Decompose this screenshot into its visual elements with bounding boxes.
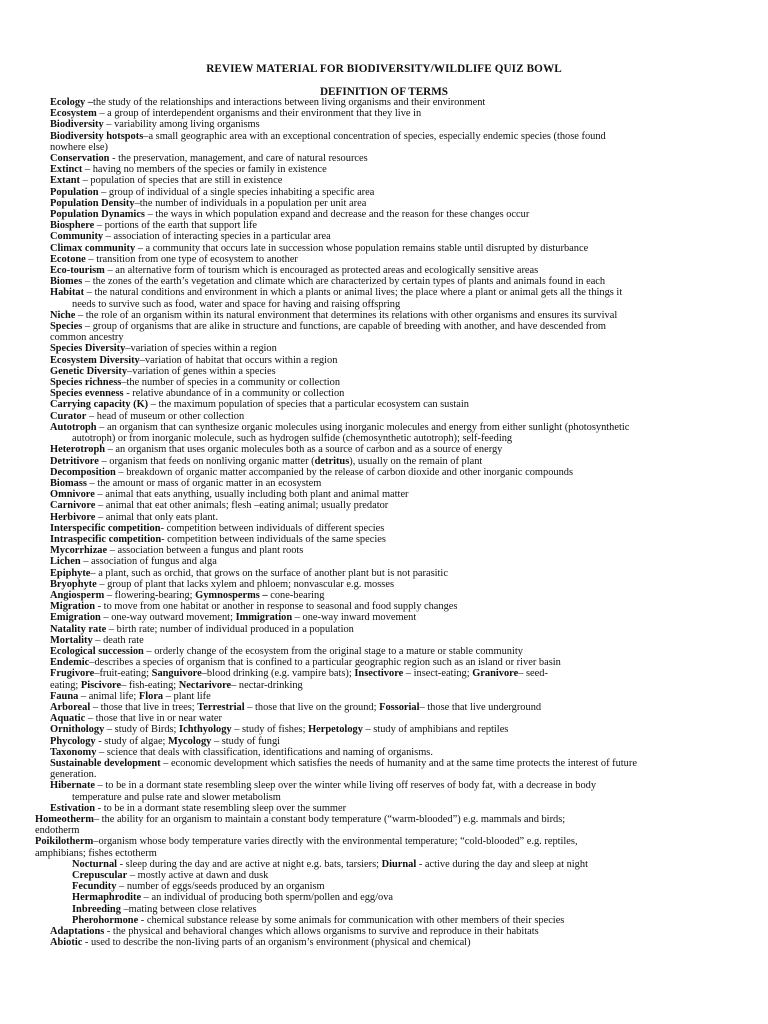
- definition-line: [0, 153, 768, 164]
- definition-line: [0, 287, 768, 298]
- definition-line: [0, 332, 768, 343]
- definition-line: [0, 231, 768, 242]
- definition-text: – the role of an organism within its natural environment that determines its relations with other organisms and ensures its survival: [75, 309, 618, 321]
- definition-text: amphibians; fishes ectotherm: [35, 847, 157, 859]
- definition-text: nowhere else): [50, 141, 108, 153]
- definition-line: [0, 108, 768, 119]
- definition-line: [0, 97, 768, 108]
- definitions-list: [0, 97, 768, 948]
- definition-line: [0, 119, 768, 130]
- term-label: Detritivore: [50, 455, 99, 467]
- definition-text: – population of species that are still in existence: [80, 175, 283, 187]
- definition-text: – an organism that can synthesize organic molecules using inorganic molecules and energy from either sunlight (photosynthetic: [96, 421, 630, 433]
- definition-line: [0, 489, 768, 500]
- definition-text: – death rate: [92, 634, 144, 646]
- term-label: Ornithology: [50, 724, 105, 736]
- definition-line: [0, 825, 768, 836]
- definition-text: – one-way inward movement: [292, 612, 417, 624]
- definition-line: [0, 870, 768, 881]
- term-label: Nocturnal: [72, 858, 118, 870]
- definition-text: endotherm: [35, 825, 80, 837]
- term-label: Species evenness: [50, 388, 124, 400]
- term-label: Sustainable development: [50, 757, 161, 769]
- definition-text: – study of fungi: [211, 735, 281, 747]
- term-label: Community: [50, 231, 104, 243]
- definition-text: – study of Birds;: [104, 724, 180, 736]
- definition-line: [0, 892, 768, 903]
- definition-text: –a small geographic area with an exceptional concentration of species, especially endemic species (those found: [143, 130, 606, 142]
- term-label: Herbivore: [50, 511, 96, 523]
- definition-line: [0, 456, 768, 467]
- term-label: Adaptations: [50, 926, 105, 938]
- definition-text: – an organism that uses organic molecules both as a source of carbon and as a source of energy: [105, 444, 503, 456]
- definition-text: –organism whose body temperature varies directly with the environmental temperature; “cold-blooded” e.g. reptiles,: [93, 836, 578, 848]
- term-label: Decomposition: [50, 466, 116, 478]
- definition-line: [0, 747, 768, 758]
- definition-text: temperature and pulse rate and slower metabolism: [72, 791, 281, 803]
- term-label: Carnivore: [50, 500, 96, 512]
- definition-text: – economic development which satisfies the needs of humanity and at the same time protects the interest of future: [160, 757, 637, 769]
- definition-line: [0, 724, 768, 735]
- definition-line: [0, 142, 768, 153]
- term-label: Estivation: [50, 802, 96, 814]
- definition-text: – transition from one type of ecosystem to another: [85, 253, 298, 265]
- term-label: detritus: [314, 455, 350, 467]
- definition-text: generation.: [50, 769, 97, 781]
- definition-text: cone-bearing: [267, 589, 325, 601]
- definition-line: [0, 209, 768, 220]
- definition-line: [0, 534, 768, 545]
- definition-line: [0, 254, 768, 265]
- definition-text: – to be in a dormant state resembling sleep over the winter while living off reserves of body fat, with a decrease in body: [95, 780, 597, 792]
- term-label: Flora: [138, 690, 164, 702]
- term-label: Niche: [50, 309, 76, 321]
- definition-line: [0, 478, 768, 489]
- term-label: Biodiversity: [50, 119, 104, 131]
- definition-text: – fish-eating;: [121, 679, 179, 691]
- definition-line: [0, 836, 768, 847]
- definition-line: [0, 220, 768, 231]
- definition-text: – having no members of the species or family in existence: [82, 164, 327, 176]
- definition-line: [0, 175, 768, 186]
- definition-line: [0, 545, 768, 556]
- term-label: Climax community: [50, 242, 136, 254]
- definition-text: – study of fishes;: [231, 724, 309, 736]
- term-label: Biomass: [50, 477, 87, 489]
- definition-text: – an alternative form of tourism which is encouraged as protected areas and ecologically sensitive areas: [104, 265, 539, 277]
- term-label: Mortality: [50, 634, 93, 646]
- definition-line: [0, 792, 768, 803]
- term-label: Abiotic: [50, 937, 83, 949]
- definition-line: [0, 601, 768, 612]
- definition-text: – study of amphibians and reptiles: [362, 724, 509, 736]
- definition-text: – orderly change of the ecosystem from the original stage to a mature or stable community: [143, 645, 523, 657]
- definition-text: – the amount or mass of organic matter in an ecosystem: [86, 477, 322, 489]
- term-label: Bryophyte: [50, 578, 97, 590]
- definition-text: - relative abundance of in a community or collection: [123, 388, 345, 400]
- term-label: Poikilotherm: [35, 836, 94, 848]
- term-label: Pherohormone: [72, 914, 139, 926]
- definition-text: –variation of species within a region: [125, 343, 277, 355]
- term-label: Phycology: [50, 735, 96, 747]
- term-label: Inbreeding: [72, 903, 121, 915]
- definition-text: –fruit-eating;: [94, 668, 152, 680]
- definition-line: [0, 915, 768, 926]
- term-label: Taxonomy: [50, 746, 97, 758]
- term-label: Fauna: [50, 690, 79, 702]
- term-label: Hermaphrodite: [72, 892, 142, 904]
- term-label: Ecotone: [50, 253, 86, 265]
- term-label: Population: [50, 186, 99, 198]
- definition-text: – breakdown of organic matter accompanied by the release of carbon dioxide and other inorganic compounds: [115, 466, 574, 478]
- definition-line: [0, 937, 768, 948]
- definition-line: [0, 276, 768, 287]
- term-label: Emigration: [50, 612, 101, 624]
- term-label: Species Diversity: [50, 343, 126, 355]
- term-label: Herpetology: [308, 724, 363, 736]
- term-label: Homeotherm: [35, 814, 94, 825]
- term-label: Curator: [50, 410, 87, 422]
- definition-line: [0, 523, 768, 534]
- definition-text: – those that live underground: [419, 701, 542, 713]
- definition-line: [0, 467, 768, 478]
- definition-line: [0, 399, 768, 410]
- definition-line: [0, 355, 768, 366]
- term-label: Autotroph: [50, 421, 97, 433]
- definition-line: [0, 758, 768, 769]
- term-label: Species: [50, 321, 83, 333]
- definition-line: [0, 926, 768, 937]
- definition-line: [0, 713, 768, 724]
- definition-text: - the preservation, management, and care of natural resources: [109, 153, 368, 165]
- term-label: Ecosystem: [50, 108, 97, 120]
- definition-line: [0, 657, 768, 668]
- definition-line: [0, 624, 768, 635]
- term-label: Heterotroph: [50, 444, 106, 456]
- term-label: Omnivore: [50, 489, 95, 501]
- definition-text: – animal that eats anything, usually including both plant and animal matter: [94, 489, 409, 501]
- definition-line: [0, 769, 768, 780]
- term-label: Ecological succession: [50, 645, 144, 657]
- definition-text: – animal life;: [78, 690, 139, 702]
- term-label: Crepuscular: [72, 870, 128, 882]
- term-label: Genetic Diversity: [50, 365, 128, 377]
- definition-line: [0, 243, 768, 254]
- term-label: Insectivore: [354, 668, 404, 680]
- definition-line: [0, 164, 768, 175]
- definition-line: [0, 814, 768, 825]
- definition-text: – association between a fungus and plant roots: [107, 545, 304, 557]
- definition-text: - to be in a dormant state resembling sleep over the summer: [95, 802, 347, 814]
- definition-text: autotroph) or from inorganic molecule, such as hydrogen sulfide (chemosynthetic autotroph); self-feeding: [72, 433, 513, 445]
- definition-line: [0, 590, 768, 601]
- definition-line: [0, 500, 768, 511]
- term-label: Extant: [50, 175, 81, 187]
- definition-text: – one-way outward movement;: [100, 612, 236, 624]
- definition-text: - to move from one habitat or another in response to seasonal and food supply changes: [95, 601, 458, 613]
- term-label: Extinct: [50, 164, 83, 176]
- definition-text: – those that live in or near water: [85, 713, 222, 725]
- term-label: Diurnal: [381, 858, 417, 870]
- definition-text: ), usually on the remain of plant: [349, 455, 483, 467]
- term-label: Species richness: [50, 377, 122, 389]
- definition-text: –the number of individuals in a population per unit area: [134, 197, 367, 209]
- definition-line: [0, 780, 768, 791]
- definition-text: – the ways in which population expand and decrease and the reason for these changes occur: [144, 209, 530, 221]
- term-label: Biodiversity hotspots: [50, 130, 144, 142]
- definition-text: common ancestry: [50, 332, 124, 344]
- definition-text: – the maximum population of species that a particular ecosystem can sustain: [148, 399, 469, 411]
- term-label: Biosphere: [50, 220, 95, 232]
- definition-text: – those that live in trees;: [90, 701, 198, 713]
- definition-line: [0, 612, 768, 623]
- term-label: Aquatic: [50, 713, 86, 725]
- term-label: Eco-tourism: [50, 265, 105, 277]
- term-label: Population Dynamics: [50, 209, 145, 221]
- definition-line: [0, 736, 768, 747]
- term-label: Angiosperm: [50, 589, 105, 601]
- definition-line: [0, 198, 768, 209]
- definition-text: the study of the relationships and interactions between living organisms and their environment: [93, 97, 486, 108]
- definition-line: [0, 131, 768, 142]
- definition-text: needs to survive such as food, water and space for having and raising offspring: [72, 298, 401, 310]
- term-label: Fecundity: [72, 881, 117, 893]
- term-label: Fossorial: [379, 701, 420, 713]
- definition-text: – science that deals with classification, identifications and naming of organisms.: [96, 746, 433, 758]
- term-label: Immigration: [235, 612, 293, 624]
- definition-line: [0, 881, 768, 892]
- definition-text: – a group of interdependent organisms and their environment that they live in: [96, 108, 422, 120]
- definition-text: – birth rate; number of individual produced in a population: [106, 623, 354, 635]
- definition-text: – association of fungus and alga: [80, 556, 217, 568]
- definition-text: –blood drinking (e.g. vampire bats);: [201, 668, 355, 680]
- definition-text: – plant life: [163, 690, 211, 702]
- term-label: Endemic: [50, 657, 90, 669]
- document-title: REVIEW MATERIAL FOR BIODIVERSITY/WILDLIFE QUIZ BOWL: [206, 63, 562, 75]
- term-label: Hibernate: [50, 780, 96, 792]
- term-label: Conservation: [50, 153, 110, 165]
- definition-text: eating;: [50, 679, 81, 691]
- definition-text: – variability among living organisms: [103, 119, 260, 131]
- definition-text: – a community that occurs late in succession whose population remains stable until disrupted by disturbance: [135, 242, 589, 254]
- definition-line: [0, 444, 768, 455]
- definition-line: [0, 702, 768, 713]
- term-label: Arboreal: [50, 701, 91, 713]
- definition-text: –variation of genes within a species: [127, 365, 276, 377]
- term-label: Carrying capacity (K): [50, 399, 149, 411]
- definition-text: – an individual of producing both sperm/pollen and egg/ova: [141, 892, 394, 904]
- term-label: Frugivore: [50, 668, 95, 680]
- term-label: Nectarivore: [178, 679, 232, 691]
- definition-line: [0, 265, 768, 276]
- definition-line: [0, 859, 768, 870]
- definition-line: [0, 343, 768, 354]
- definition-line: [0, 803, 768, 814]
- definition-line: [0, 310, 768, 321]
- term-label: Natality rate: [50, 623, 107, 635]
- definition-text: - chemical substance release by some animals for communication with other members of their species: [138, 914, 565, 926]
- definition-line: [0, 377, 768, 388]
- definition-line: [0, 680, 768, 691]
- definition-text: –variation of habitat that occurs within a region: [139, 354, 338, 366]
- definition-text: – those that live on the ground;: [244, 701, 380, 713]
- term-label: Piscivore: [80, 679, 122, 691]
- definition-line: [0, 579, 768, 590]
- section-heading: DEFINITION OF TERMS: [319, 86, 449, 98]
- term-label: Interspecific competition: [50, 522, 161, 534]
- definition-text: – animal that only eats plant.: [95, 511, 219, 523]
- definition-line: [0, 411, 768, 422]
- definition-text: - competition between individuals of the same species: [161, 533, 386, 545]
- definition-line: [0, 433, 768, 444]
- term-label: Biomes: [50, 276, 83, 288]
- definition-text: – group of organisms that are alike in structure and functions, are capable of breeding with another, and have descended from: [82, 321, 606, 333]
- definition-text: – a plant, such as orchid, that grows on the surface of another plant but is not parasitic: [90, 567, 448, 579]
- definition-line: [0, 691, 768, 702]
- definition-text: – organism that feeds on nonliving organic matter (: [98, 455, 315, 467]
- definition-line: [0, 635, 768, 646]
- definition-line: [0, 904, 768, 915]
- definition-line: [0, 388, 768, 399]
- definition-text: – the zones of the earth’s vegetation and climate which are characterized by certain types of plants and animals found in each: [82, 276, 606, 288]
- definition-text: – head of museum or other collection: [86, 410, 245, 422]
- term-label: Mycology: [168, 735, 212, 747]
- definition-text: - study of algae;: [95, 735, 169, 747]
- definition-line: [0, 422, 768, 433]
- definition-text: – nectar-drinking: [231, 679, 303, 691]
- definition-text: – seed-: [518, 668, 548, 680]
- term-label: Granivore: [472, 668, 519, 680]
- term-label: Ichthyology: [179, 724, 232, 736]
- term-label: Ecology –: [50, 97, 94, 108]
- term-label: Gymnosperms –: [195, 589, 268, 601]
- definition-text: – group of plant that lacks xylem and phloem; nonvascular e.g. mosses: [96, 578, 394, 590]
- definition-text: –the number of species in a community or collection: [121, 377, 341, 389]
- definition-text: - sleep during the day and are active at night e.g. bats, tarsiers;: [117, 858, 382, 870]
- term-label: Sanguivore: [151, 668, 202, 680]
- definition-line: [0, 187, 768, 198]
- definition-line: [0, 668, 768, 679]
- term-label: Epiphyte: [50, 567, 91, 579]
- definition-text: –mating between close relatives: [120, 903, 257, 915]
- term-label: Habitat: [50, 287, 85, 299]
- definition-text: - active during the day and sleep at night: [416, 858, 588, 870]
- definition-line: [0, 848, 768, 859]
- term-label: Population Density: [50, 197, 135, 209]
- definition-text: – group of individual of a single species inhabiting a specific area: [98, 186, 375, 198]
- definition-text: - the physical and behavioral changes which allows organisms to survive and reproduce in their habitats: [104, 926, 539, 938]
- definition-line: [0, 321, 768, 332]
- term-label: Intraspecific competition: [50, 533, 162, 545]
- definition-text: – insect-eating;: [403, 668, 473, 680]
- definition-text: – mostly active at dawn and dusk: [127, 870, 269, 882]
- definition-text: – portions of the earth that support life: [94, 220, 258, 232]
- definition-line: [0, 556, 768, 567]
- term-label: Mycorrhizae: [50, 545, 108, 557]
- definition-line: [0, 512, 768, 523]
- definition-line: [0, 646, 768, 657]
- definition-text: - used to describe the non-living parts of an organism’s environment (physical and chemical): [82, 937, 471, 949]
- definition-text: – the ability for an organism to maintain a constant body temperature (“warm-blooded”) e.g. mammals and birds;: [93, 814, 566, 825]
- definition-text: - competition between individuals of different species: [160, 522, 385, 534]
- definition-text: –describes a species of organism that is confined to a particular geographic region such as an island or river basin: [89, 657, 561, 669]
- definition-line: [0, 366, 768, 377]
- definition-text: – number of eggs/seeds produced by an organism: [116, 881, 325, 893]
- definition-text: – association of interacting species in a particular area: [103, 231, 331, 243]
- definition-text: – flowering-bearing;: [104, 589, 196, 601]
- term-label: Ecosystem Diversity: [50, 354, 140, 366]
- definition-text: – animal that eat other animals; flesh –eating animal; usually predator: [95, 500, 389, 512]
- definition-text: – the natural conditions and environment in which a plants or animal lives; the place where a plant or animal gets all the things it: [84, 287, 623, 299]
- definition-line: [0, 568, 768, 579]
- term-label: Lichen: [50, 556, 81, 568]
- definition-line: [0, 299, 768, 310]
- term-label: Terrestrial: [197, 701, 245, 713]
- term-label: Migration: [50, 601, 96, 613]
